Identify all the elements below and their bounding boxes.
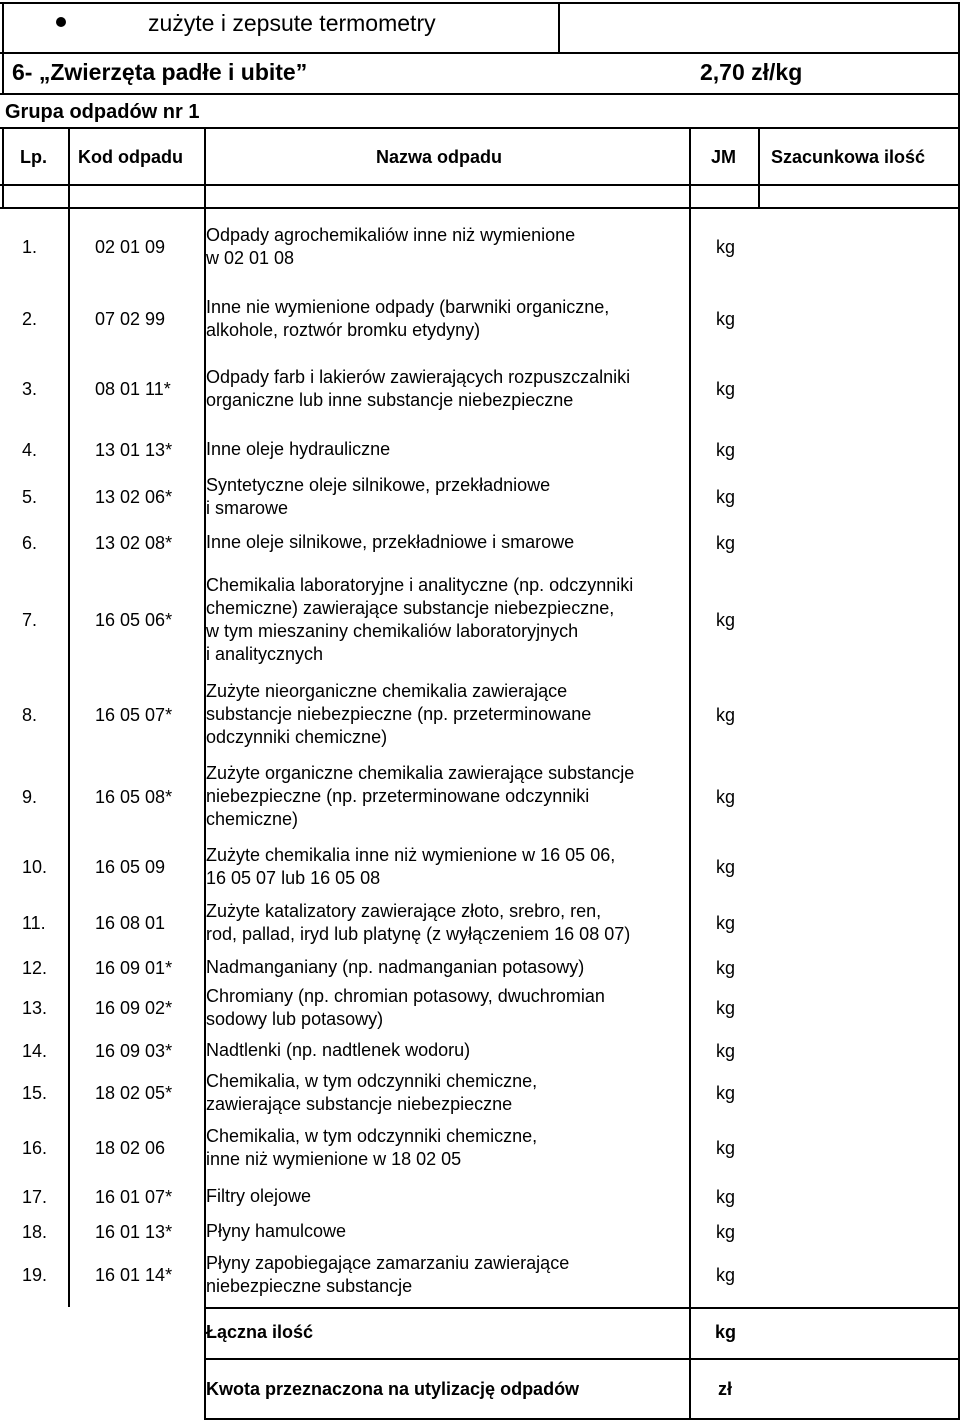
row-unit: kg (716, 610, 736, 630)
row-unit: kg (716, 1265, 736, 1285)
row-name-line: w 02 01 08 (206, 248, 295, 268)
row-code: 13 02 08* (95, 532, 173, 553)
row-unit: kg (716, 998, 736, 1018)
row-lp: 6. (22, 532, 38, 553)
row-name-line: substancje niebezpieczne (np. przeterminowane (206, 704, 592, 724)
row-unit: kg (716, 786, 736, 807)
row-code: 16 09 03* (95, 1040, 173, 1061)
row-code: 18 02 06 (95, 1138, 166, 1158)
row-code: 16 05 06* (95, 610, 173, 630)
row-name-line: Chemikalia, w tym odczynniki chemiczne, (206, 1071, 538, 1091)
row-name-line: w tym mieszaniny chemikaliów laboratoryjnych (206, 621, 579, 641)
row-code: 18 02 05* (95, 1083, 173, 1103)
header-code: Kod odpadu (78, 147, 183, 167)
table-hline (0, 127, 960, 129)
row-code: 07 02 99 (95, 309, 166, 329)
row-name-line: rod, pallad, iryd lub platynę (z wyłączeniem 16 08 07) (206, 924, 631, 944)
row-lp: 15. (22, 1083, 48, 1103)
row-lp: 7. (22, 610, 38, 630)
table-vline (558, 2, 560, 52)
row-name-line: Zużyte katalizatory zawierające złoto, srebro, ren, (206, 901, 602, 921)
row-code: 16 01 07* (95, 1186, 173, 1207)
header-name: Nazwa odpadu (376, 147, 503, 167)
row-lp: 18. (22, 1221, 48, 1242)
row-lp: 5. (22, 487, 38, 507)
row-unit: kg (716, 309, 736, 329)
row-name-line: odczynniki chemiczne) (206, 727, 388, 747)
row-name-line: Nadmanganiany (np. nadmanganian potasowy) (206, 957, 585, 977)
row-unit: kg (716, 1221, 736, 1242)
row-unit: kg (716, 913, 736, 933)
row-unit: kg (716, 957, 736, 978)
table-hline (204, 1358, 960, 1360)
row-name-line: i analitycznych (206, 644, 324, 664)
row-unit: kg (716, 704, 736, 725)
row-code: 08 01 11* (95, 379, 171, 399)
row-code: 16 05 07* (95, 704, 173, 725)
amount-unit: zł (718, 1379, 733, 1399)
row-lp: 19. (22, 1265, 48, 1285)
row-name-line: Płyny zapobiegające zamarzaniu zawierające (206, 1253, 570, 1273)
row-name-line: Chemikalia, w tym odczynniki chemiczne, (206, 1126, 538, 1146)
row-name-line: Zużyte organiczne chemikalia zawierające substancje (206, 763, 635, 783)
row-name-line: chemiczne) zawierające substancje niebezpieczne, (206, 598, 615, 618)
row-code: 16 05 09 (95, 857, 166, 877)
row-name-line: Inne oleje hydrauliczne (206, 439, 391, 459)
table-hline (204, 1307, 960, 1309)
table-hline (0, 207, 960, 209)
row-code: 16 09 02* (95, 998, 173, 1018)
row-unit: kg (716, 532, 736, 553)
table-hline (204, 1418, 960, 1420)
bullet-item: zużyte i zepsute termometry (148, 10, 436, 36)
table-hline (0, 2, 960, 4)
row-name-line: Zużyte chemikalia inne niż wymienione w 16 05 06, (206, 845, 616, 865)
table-vline (2, 127, 4, 207)
row-name-line: niebezpieczne (np. przeterminowane odczynniki (206, 786, 590, 806)
row-unit: kg (716, 237, 736, 257)
row-lp: 10. (22, 857, 48, 877)
total-unit: kg (715, 1322, 737, 1342)
row-lp: 14. (22, 1040, 48, 1061)
row-lp: 9. (22, 786, 38, 807)
row-name-line: inne niż wymienione w 18 02 05 (206, 1149, 462, 1169)
row-lp: 2. (22, 309, 38, 329)
row-unit: kg (716, 1138, 736, 1158)
row-code: 13 02 06* (95, 487, 173, 507)
table-vline (68, 127, 70, 1307)
row-lp: 4. (22, 439, 38, 460)
table-hline (0, 52, 960, 54)
row-code: 16 01 14* (95, 1265, 173, 1285)
row-lp: 13. (22, 998, 48, 1018)
table-vline (689, 127, 691, 1418)
header-unit: JM (711, 147, 737, 167)
row-code: 16 08 01 (95, 913, 166, 933)
row-unit: kg (716, 857, 736, 877)
row-name-line: niebezpieczne substancje (206, 1276, 413, 1296)
row-name-line: Inne oleje silnikowe, przekładniowe i smarowe (206, 532, 575, 552)
row-name-line: Zużyte nieorganiczne chemikalia zawierające (206, 681, 568, 701)
row-lp: 8. (22, 704, 38, 725)
animals-price: 2,70 zł/kg (700, 59, 803, 85)
bullet-icon (56, 17, 66, 27)
row-lp: 11. (22, 913, 46, 933)
row-unit: kg (716, 1040, 736, 1061)
row-name-line: i smarowe (206, 498, 289, 518)
table-vline (758, 127, 760, 207)
header-qty: Szacunkowa ilość (771, 147, 926, 167)
row-name-line: Inne nie wymienione odpady (barwniki organiczne, (206, 297, 610, 317)
row-unit: kg (716, 379, 736, 399)
group-label: Grupa odpadów nr 1 (5, 101, 200, 123)
row-name-line: Nadtlenki (np. nadtlenek wodoru) (206, 1040, 471, 1060)
row-name-line: Chemikalia laboratoryjne i analityczne (np. odczynniki (206, 575, 634, 595)
row-name-line: Odpady agrochemikaliów inne niż wymienione (206, 225, 576, 245)
row-unit: kg (716, 439, 736, 460)
header-lp: Lp. (20, 147, 47, 167)
row-lp: 12. (22, 957, 48, 978)
table-vline (2, 2, 4, 95)
row-code: 16 05 08* (95, 786, 173, 807)
row-lp: 3. (22, 379, 38, 399)
table-vline (204, 127, 206, 1418)
row-code: 16 01 13* (95, 1221, 173, 1242)
row-name-line: Odpady farb i lakierów zawierających rozpuszczalniki (206, 367, 631, 387)
amount-label: Kwota przeznaczona na utylizację odpadów (206, 1379, 580, 1399)
row-code: 13 01 13* (95, 439, 173, 460)
row-code: 02 01 09 (95, 237, 166, 257)
row-name-line: zawierające substancje niebezpieczne (206, 1094, 513, 1114)
row-unit: kg (716, 1083, 736, 1103)
row-lp: 16. (22, 1138, 48, 1158)
row-name-line: Filtry olejowe (206, 1186, 312, 1206)
row-name-line: Chromiany (np. chromian potasowy, dwuchromian (206, 986, 605, 1006)
table-hline (0, 184, 960, 186)
table-hline (0, 93, 960, 95)
row-lp: 17. (22, 1186, 48, 1207)
row-name-line: 16 05 07 lub 16 05 08 (206, 868, 381, 888)
row-name-line: Płyny hamulcowe (206, 1221, 347, 1241)
row-name-line: alkohole, roztwór bromku etydyny) (206, 320, 481, 340)
row-name-line: organiczne lub inne substancje niebezpieczne (206, 390, 574, 410)
animals-label: 6- „Zwierzęta padłe i ubite” (12, 59, 308, 85)
total-label: Łączna ilość (206, 1322, 314, 1342)
row-name-line: chemiczne) (206, 809, 299, 829)
row-name-line: sodowy lub potasowy) (206, 1009, 384, 1029)
row-unit: kg (716, 1186, 736, 1207)
row-name-line: Syntetyczne oleje silnikowe, przekładniowe (206, 475, 551, 495)
row-code: 16 09 01* (95, 957, 173, 978)
row-unit: kg (716, 487, 736, 507)
row-lp: 1. (22, 237, 38, 257)
